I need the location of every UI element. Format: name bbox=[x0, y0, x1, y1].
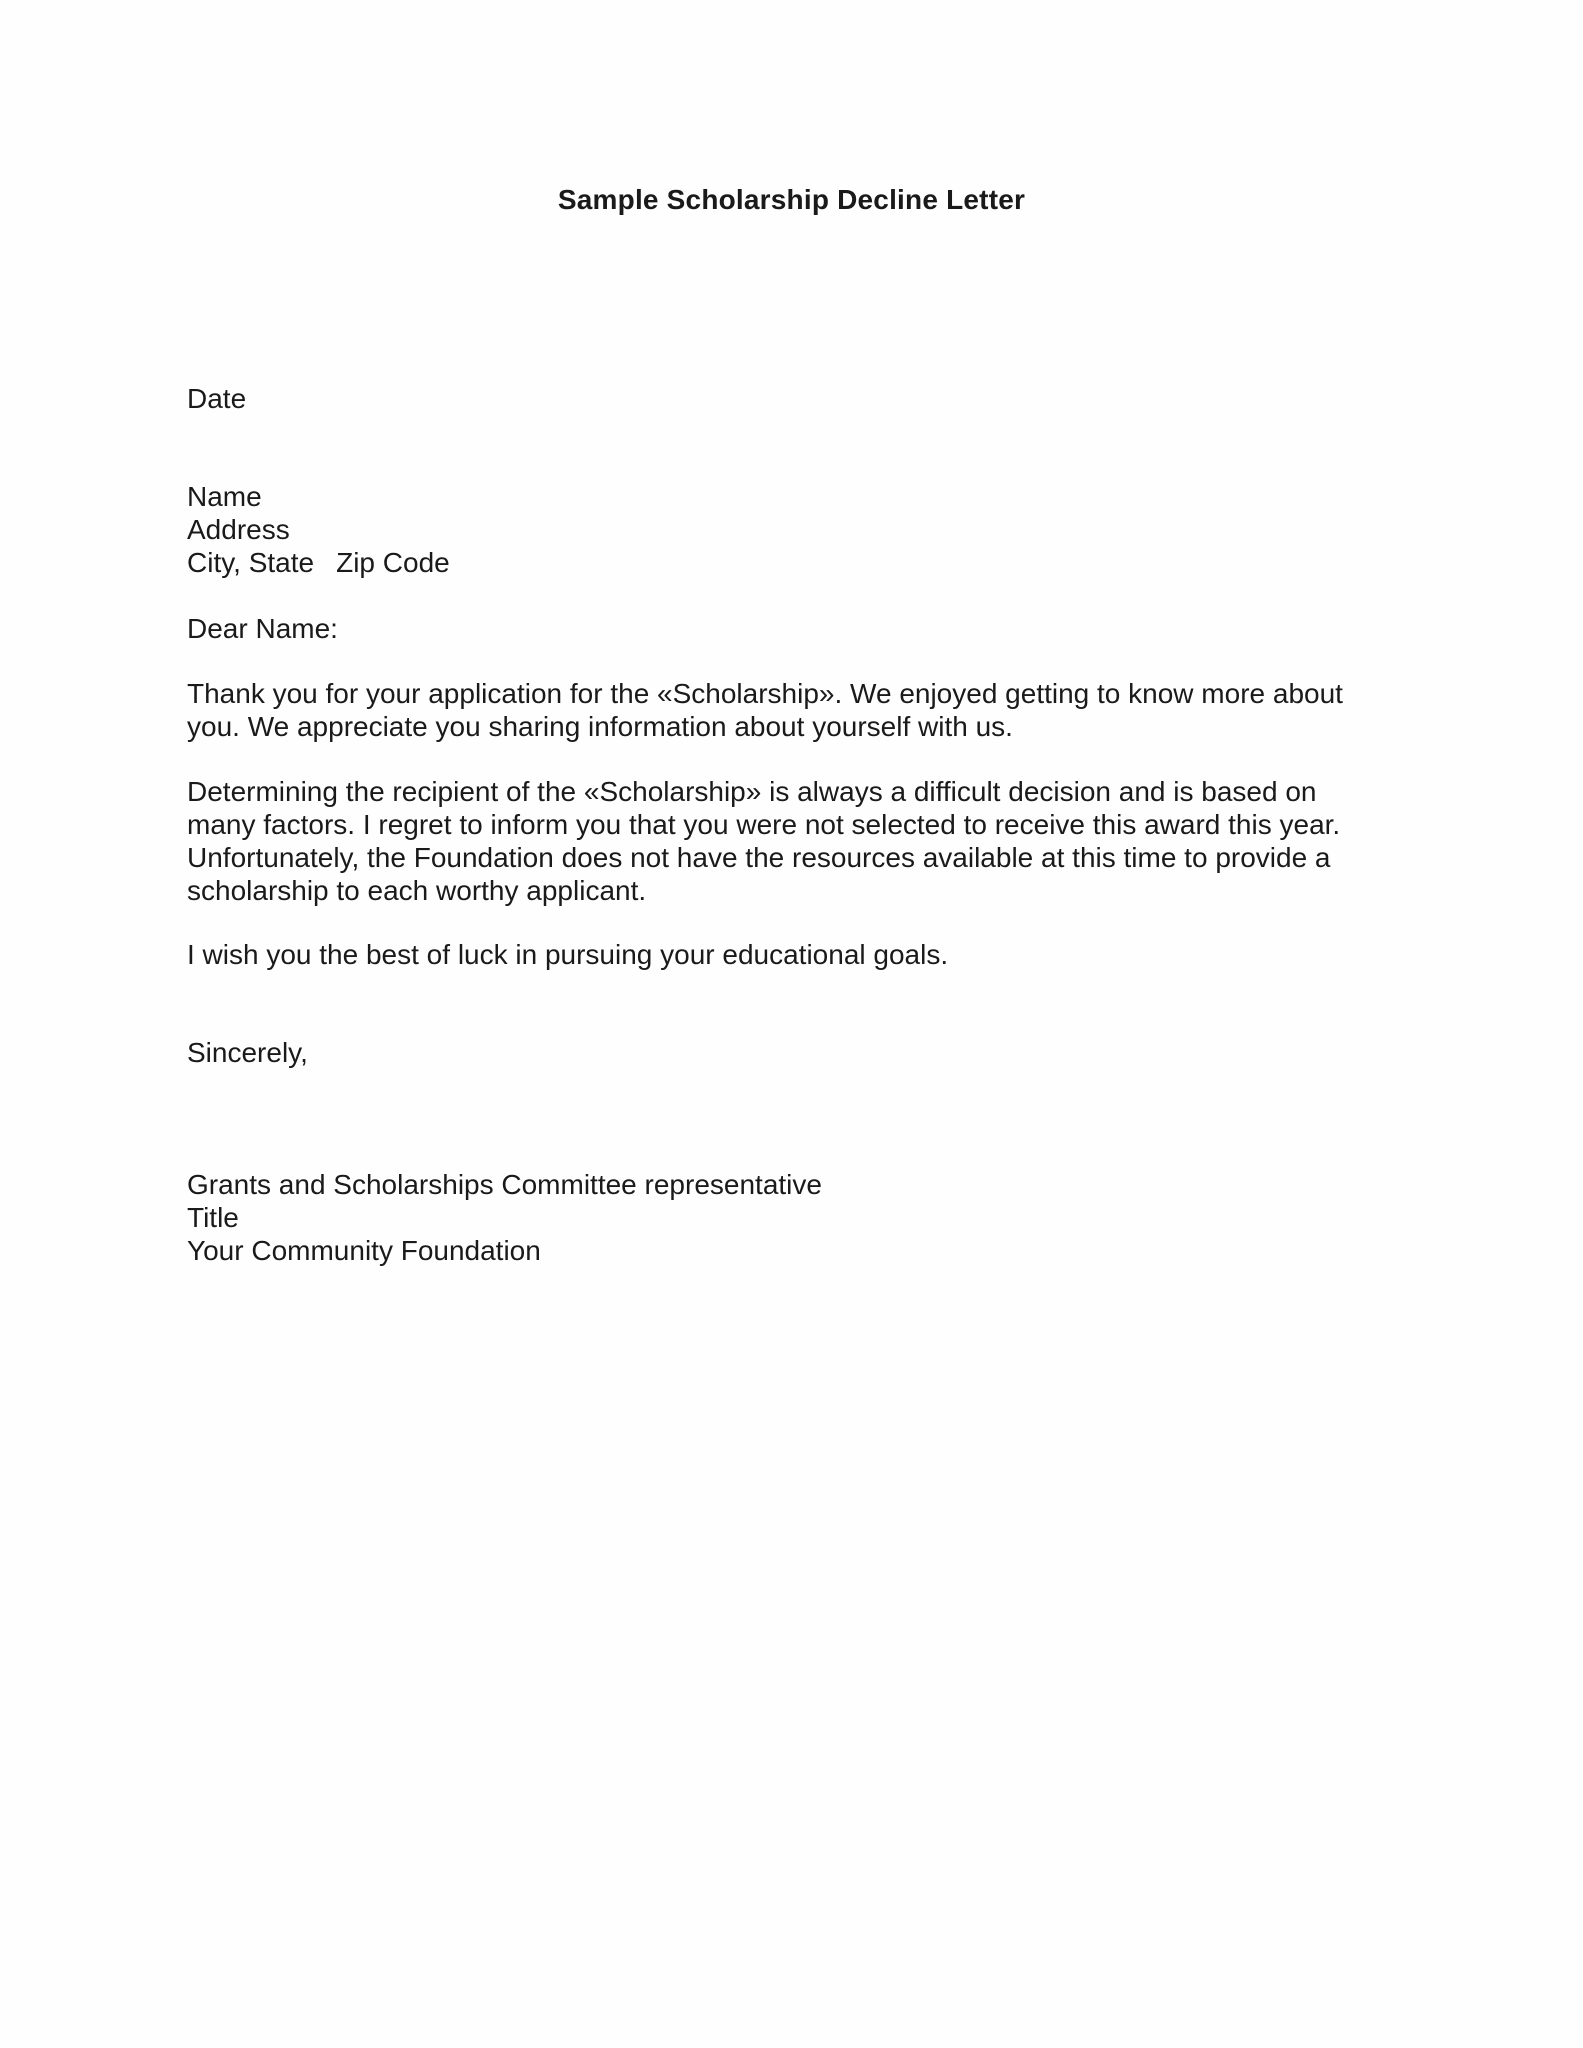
paragraph-wishes: I wish you the best of luck in pursuing your educational goals. bbox=[187, 939, 949, 970]
letter-title: Sample Scholarship Decline Letter bbox=[557, 184, 1026, 215]
date-line: Date bbox=[187, 383, 247, 414]
paragraph-line: scholarship to each worthy applicant. bbox=[187, 875, 647, 906]
paragraph-line: you. We appreciate you sharing information about yourself with us. bbox=[187, 711, 1013, 742]
recipient-city-line bbox=[187, 546, 450, 579]
paragraph-line: Determining the recipient of the «Scholarship» is always a difficult decision and is based on bbox=[187, 776, 1317, 807]
salutation: Dear Name: bbox=[187, 613, 338, 644]
signature-block bbox=[187, 1168, 822, 1267]
signature-title: Title bbox=[187, 1202, 239, 1233]
recipient-name: Name bbox=[187, 481, 262, 512]
paragraph-line: Thank you for your application for the «Scholarship». We enjoyed getting to know more about bbox=[187, 678, 1343, 709]
recipient-zip: Zip Code bbox=[336, 547, 450, 578]
recipient-address bbox=[187, 480, 450, 579]
signature-organization: Your Community Foundation bbox=[187, 1235, 541, 1266]
paragraph-line: many factors. I regret to inform you that you were not selected to receive this award this year. bbox=[187, 809, 1341, 840]
closing: Sincerely, bbox=[187, 1037, 308, 1068]
recipient-street: Address bbox=[187, 514, 290, 545]
paragraph-thanks bbox=[187, 677, 1343, 743]
paragraph-decision bbox=[187, 775, 1340, 907]
signature-name: Grants and Scholarships Committee representative bbox=[187, 1169, 822, 1200]
paragraph-line: Unfortunately, the Foundation does not have the resources available at this time to provide a bbox=[187, 842, 1331, 873]
recipient-city-state: City, State bbox=[187, 547, 315, 578]
